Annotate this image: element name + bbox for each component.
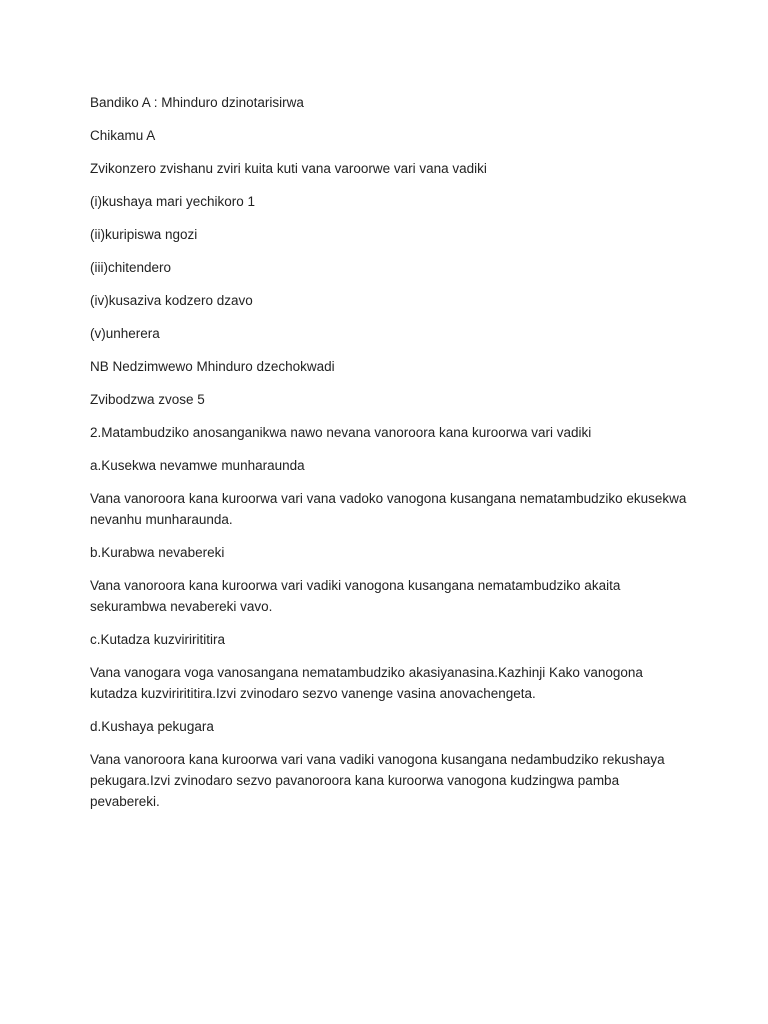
body-paragraph: Vana vanoroora kana kuroorwa vari vana vadoko vanogona kusangana nematambudziko ekusekwa nevanhu munharaunda. <box>90 491 687 527</box>
body-paragraph: Vana vanogara voga vanosangana nematambudziko akasiyanasina.Kazhinji Kako vanogona kutadza kuzvirirititira.Izvi zvinodaro sezvo vanenge vasina anovachengeta. <box>90 665 643 701</box>
subheading: a.Kusekwa nevamwe munharaunda <box>90 458 305 473</box>
document-heading: Bandiko A : Mhinduro dzinotarisirwa <box>90 95 304 110</box>
answer-item: (i)kushaya mari yechikoro 1 <box>90 194 256 209</box>
note: NB Nedzimwewo Mhinduro dzechokwadi <box>90 359 335 374</box>
marks-total: Zvibodzwa zvose 5 <box>90 392 205 407</box>
question-1: Zvikonzero zvishanu zviri kuita kuti vana varoorwe vari vana vadiki <box>90 161 487 176</box>
document-page <box>90 92 690 824</box>
body-paragraph: Vana vanoroora kana kuroorwa vari vadiki vanogona kusangana nematambudziko akaita sekurambwa nevabereki vavo. <box>90 578 621 614</box>
answer-item: (ii)kuripiswa ngozi <box>90 227 198 242</box>
question-2: 2.Matambudziko anosanganikwa nawo nevana vanoroora kana kuroorwa vari vadiki <box>90 425 592 440</box>
section-title: Chikamu A <box>90 128 156 143</box>
subheading: c.Kutadza kuzvirirititira <box>90 632 226 647</box>
answer-item: (iv)kusaziva kodzero dzavo <box>90 293 253 308</box>
answer-item: (iii)chitendero <box>90 260 172 275</box>
body-paragraph: Vana vanoroora kana kuroorwa vari vana vadiki vanogona kusangana nedambudziko rekushaya pekugara.Izvi zvinodaro sezvo pavanoroora kana kuroorwa vanogona kudzingwa pamba pevabereki. <box>90 752 665 809</box>
answer-item: (v)unherera <box>90 326 160 341</box>
subheading: b.Kurabwa nevabereki <box>90 545 225 560</box>
subheading: d.Kushaya pekugara <box>90 719 214 734</box>
